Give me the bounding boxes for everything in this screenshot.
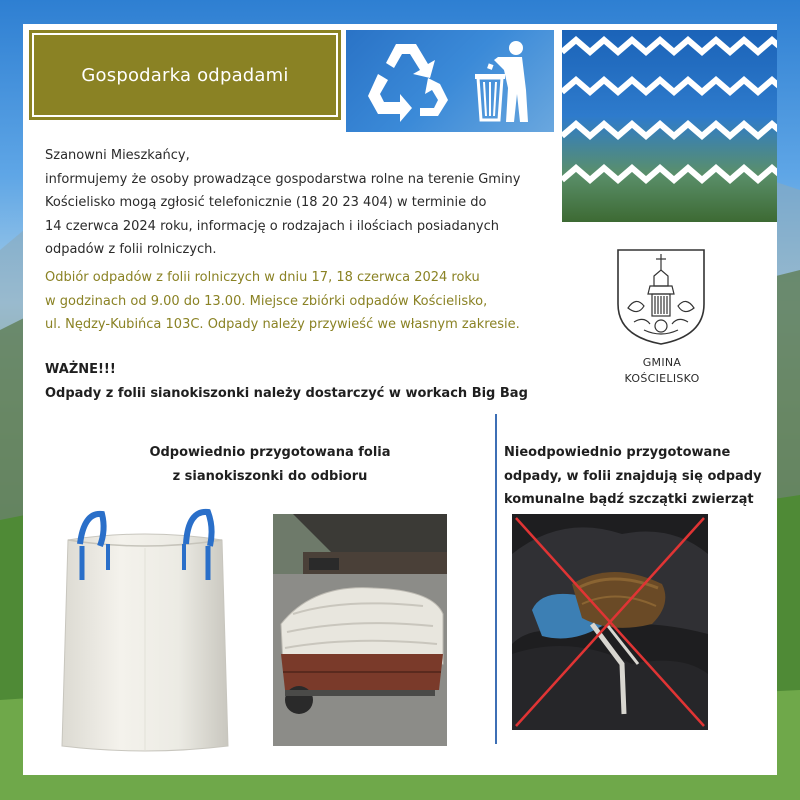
caption-line: odpady, w folii znajdują się odpady [504, 468, 762, 484]
icons-banner [346, 30, 554, 132]
coat-of-arms-icon [614, 246, 708, 346]
correct-caption [120, 441, 420, 488]
caption-line: z sianokiszonki do odbioru [172, 468, 368, 484]
caption-line: komunalne bądź szczątki zwierząt [504, 492, 754, 507]
title-banner [32, 33, 338, 117]
recycle-icon [358, 30, 458, 132]
improper-waste-photo [512, 514, 708, 730]
zigzag-decoration [562, 30, 777, 222]
important-heading: WAŻNE!!! [45, 362, 116, 377]
pickup-text [45, 266, 565, 337]
big-bag-photo [50, 500, 240, 762]
trailer-with-foil-photo [273, 514, 447, 746]
page-title: Gospodarka odpadami [81, 64, 289, 86]
pickup-line: w godzinach od 9.00 do 13.00. Miejsce zbiórki odpadów Kościelisko, [45, 293, 488, 309]
trash-bin-person-icon [464, 30, 554, 132]
notice-line: Szanowni Mieszkańcy, [45, 148, 190, 163]
notice-text [45, 144, 565, 262]
notice-line: 14 czerwca 2024 roku, informację o rodzajach i ilościach posiadanych [45, 218, 500, 234]
pickup-line: Odbiór odpadów z folii rolniczych w dniu 17, 18 czerwca 2024 roku [45, 270, 480, 285]
notice-line: odpadów z folii rolniczych. [45, 242, 217, 257]
incorrect-caption [504, 441, 764, 512]
municipality-line: KOŚCIELISKO [624, 372, 700, 385]
municipality-label [600, 355, 724, 387]
pickup-line: ul. Nędzy-Kubińca 103C. Odpady należy przywieść we własnym zakresie. [45, 317, 520, 332]
notice-line: informujemy że osoby prowadzące gospodarstwa rolne na terenie Gminy [45, 171, 521, 187]
column-divider [495, 414, 497, 744]
caption-line: Odpowiednio przygotowana folia [149, 445, 391, 460]
zigzag-pattern-icon [562, 30, 777, 222]
notice-line: Kościelisko mogą zgłosić telefonicznie (18 20 23 404) w terminie do [45, 195, 487, 210]
municipality-line: GMINA [642, 356, 682, 369]
caption-line: Nieodpowiednio przygotowane [504, 445, 731, 460]
important-note [45, 358, 605, 405]
important-text: Odpady z folii sianokiszonki należy dostarczyć w workach Big Bag [45, 385, 528, 401]
